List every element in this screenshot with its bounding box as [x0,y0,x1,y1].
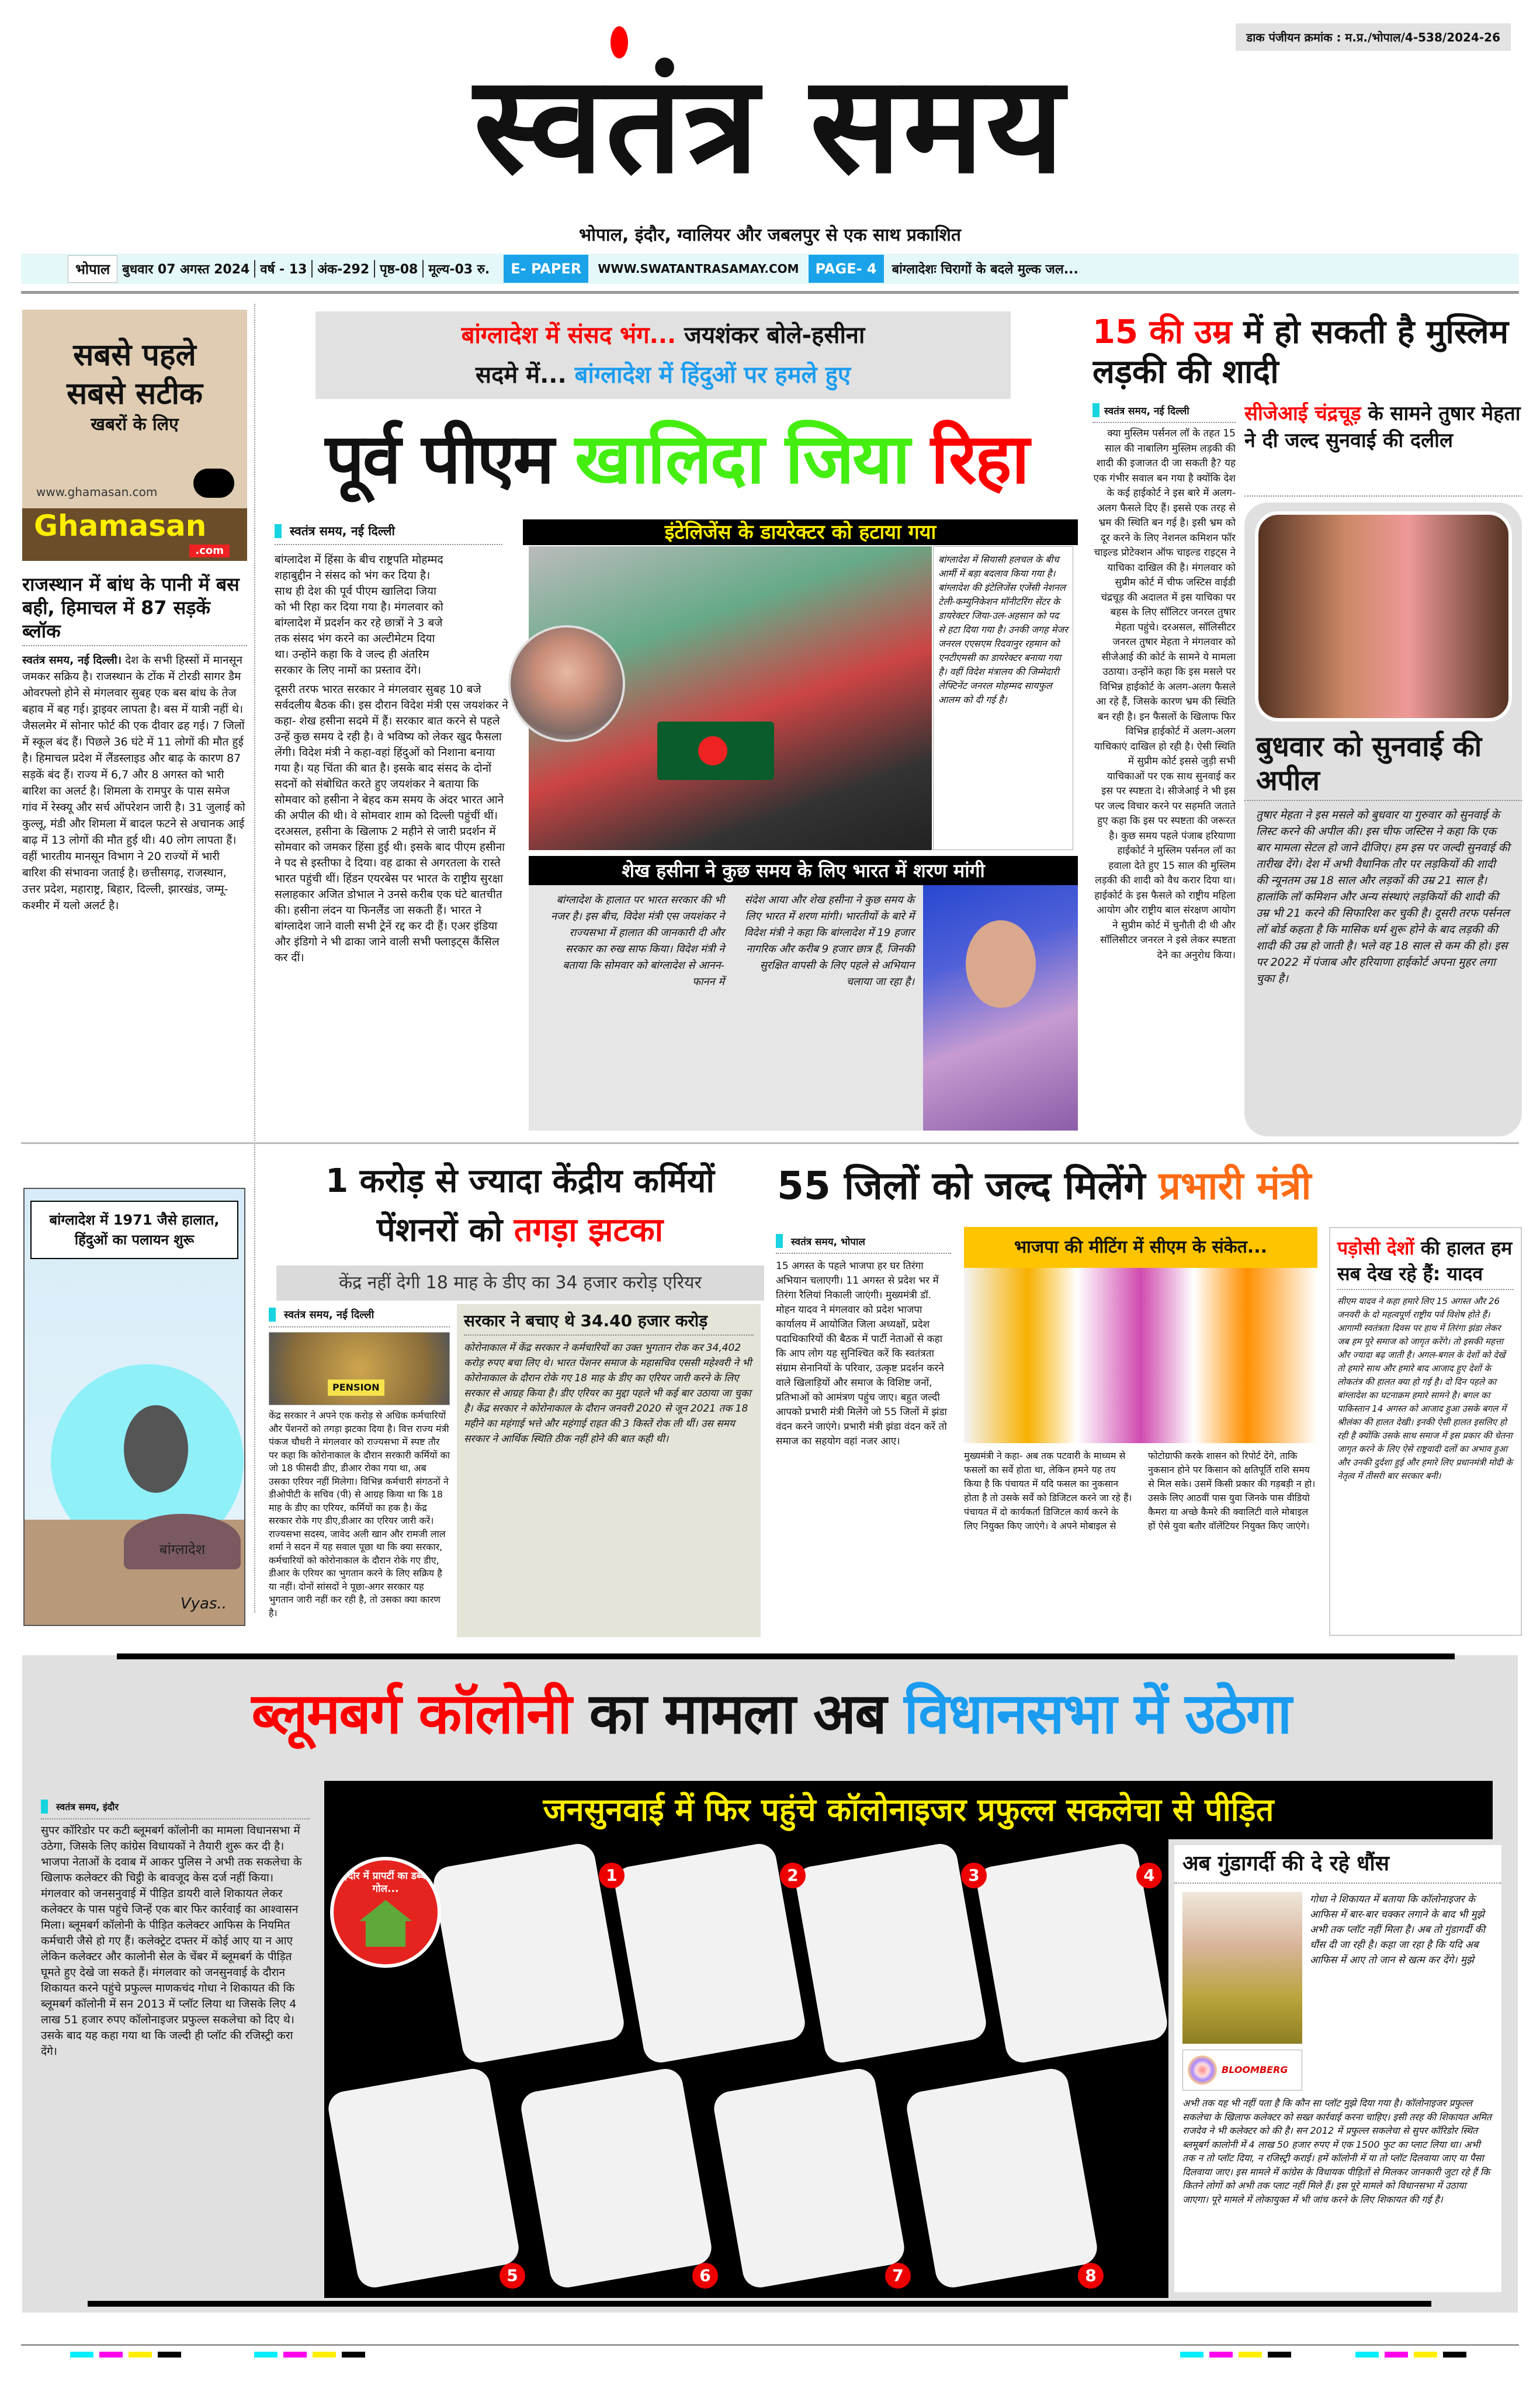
asylum-head: शेख हसीना ने कुछ समय के लिए भारत में शरण मांगी [529,856,1078,885]
ad-url: www.ghamasan.com [36,485,158,499]
doc-number-8: 8 [1078,2263,1104,2289]
marriage-headline-black: में हो सकती है मुस्लिम लड़की की शादी [1092,313,1509,391]
flower-icon [1188,2055,1217,2085]
pension-byline [269,1308,450,1327]
document-1 [431,1841,627,2065]
headline-green: खालिदा जिया [575,418,909,499]
bjp-meeting-photo [964,1268,1317,1443]
house-icon [359,1900,412,1947]
pension-side-body: कोरोनाकाल में केंद्र सरकार ने कर्मचारियों का उक्त भुगतान रोक कर 34,402 करोड़ रुपए बचा लिए थे। भारत पेंशनर समाज के महासचिव एससी महेश्वरी ने भी कोरोनाकाल के दौरान रोके गए 18 माह के डीए का एरियर जारी करने के लिए सरकार से आग्रह किया है। डीए एरियर का मुद्दा पहले भी कई बार उठाया जा चुका है। केंद्र सरकार ने कोरोनाकाल के दौरान जनवरी 2020 से जून 2021 तक 18 महीने का महंगाई भत्ते और महंगाई राहत की 3 किस्तें रोक ली थीं। उस समय सरकार ने आर्थिक स्थिति ठीक नहीं होने की बात कही थी। [464,1342,752,1445]
page-badge: PAGE- 4 [809,255,884,283]
doc-number-1: 1 [599,1863,625,1888]
doc-number-4: 4 [1136,1863,1162,1888]
epaper-badge[interactable]: E- PAPER [504,255,588,283]
property-badge [330,1857,441,1968]
rajasthan-headline: राजस्थान में बांध के पानी में बस बही, हिमाचल में 87 सड़कें ब्लॉक [22,573,247,646]
ghamasan-ad[interactable] [22,310,247,561]
ministers-byline [776,1234,951,1254]
headline-black: पूर्व पीएम [325,418,553,499]
pension-body: केंद्र सरकार ने अपने एक करोड़ से अधिक कर्मचारियों और पेंशनरों को तगड़ा झटका दिया है। वित्त राज्य मंत्री पंकज चौधरी ने मंगलवार को राज्यसभा में स्पष्ट तौर पर कहा कि कोरोनाकाल के दौरान सरकारी कर्मियों का जो 18 फीसदी डीए, डीआर रोका गया था, अब उसका एरियर नहीं मिलेगा। विभिन्न कर्मचारी संगठनों ने डीओपीटी के सचिव (पी) से आग्रह किया था कि 18 माह के डीए का एरियर, कर्मियों का हक है। केंद्र सरकार रोके गए डीए,डीआर का एरियर जारी करें। राज्यसभा सदस्य, जावेद अली खान और रामजी लाल शर्मा ने सदन में यह सवाल पूछा था कि क्या सरकार, कर्मचारियों को कोरोनाकाल के दौरान रोके गए डीए, डीआर के एरियर का भुगतान करने के लिए सक्रिय है या नहीं। दोनों सांसदों ने पूछा-अगर सरकार यह भुगतान जारी नहीं कर रही है, तो उसका क्या कारण है। [269,1410,450,1618]
document-8 [904,2066,1100,2290]
divider [21,291,1519,294]
byline-text: स्वतंत्र समय, इंदौर [56,1801,119,1812]
cji-box-body: तुषार मेहता ने इस मसले को बुधवार या गुरुवार को सुनवाई के लिस्ट करने की अपील की। इस चीफ जस्टिस ने कहा कि एक बार मामला सेटल हो जाने दीजिए। हम इस पर जल्दी सुनवाई की तारीख देंगे। देश में अभी वैधानिक तौर पर लड़कियों की शादी की न्यूनतम उम्र 18 साल और लड़कों की उम्र 21 साल है। हालांकि लॉ कमिशन और अन्य संस्थाएं लड़कियों की शादी की उम्र भी 21 करने की सिफारिश कर चुकी है। दूसरी तरफ पर्सनल लॉ बोर्ड कहता है कि मासिक धर्म शुरू होने के बाद लड़की की शादी की उम्र हो जाती है। भले वह 18 साल से कम की हो। इस पर 2022 में पंजाब और हरियाणा हाईकोर्ट अपना मुहर लगा चुका है। [1256,809,1510,985]
issue-year: वर्ष - 13 [255,260,313,278]
doc-number-5: 5 [500,2263,525,2289]
kicker-blue: बांग्लादेश में हिंदुओं पर हमले हुए [574,362,851,389]
ad-line2: सबसे सटीक [67,376,203,411]
doc-number-7: 7 [885,2263,911,2289]
kicker-box [315,311,1011,399]
bjp-photo-caption: भाजपा की मीटिंग में सीएम के संकेत... [964,1227,1317,1268]
color-marks-right [1180,2352,1291,2358]
ad-line1: सबसे पहले [73,338,196,373]
headline-red: रिहा [931,418,1028,499]
page-count: पृष्ठ-08 [375,260,424,278]
website-link[interactable]: WWW.SWATANTRASAMAY.COM [598,262,799,276]
footer-rule [21,2344,1519,2346]
cartoon [23,1188,245,1626]
document-3 [793,1841,989,2065]
lead-body-1: बांग्लादेश में हिंसा के बीच राष्ट्रपति मोहम्मद शहाबुद्दीन ने संसद को भंग कर दिया है। साथ ही देश की पूर्व पीएम खालिदा जिया को भी रिहा कर दिया गया है। मंगलवार को बांग्लादेश में प्रदर्शन कर रहे छात्रों ने 3 बजे तक संसद भंग करने का अल्टीमेटम दिया था। उन्होंने कहा कि वे जल्द ही अंतरिम सरकार के लिए नामों का प्रस्ताव देंगे। [275,553,443,677]
pension-side-head: सरकार ने बचाए थे 34.40 हजार करोड़ [464,1310,754,1336]
cji-box-head: बुधवार को सुनवाई की अपील [1244,722,1522,801]
khaleda-zia-photo [508,625,625,742]
document-6 [519,2066,714,2290]
pension-side-box [457,1304,761,1637]
marriage-byline [1092,403,1236,423]
jar-label: PENSION [328,1379,384,1396]
masthead: स्वतंत्र समय [474,47,1066,203]
rajasthan-dateline: स्वतंत्र समय, नई दिल्ली। [22,654,122,667]
dateline-strip [21,254,1519,284]
asylum-body-2: संदेश आया और शेख हसीना ने कुछ समय के लिए भारत में शरण मांगी। भारतीयों के बारे में विदेश मंत्री ने कहा कि बांग्लादेश में 19 हजार नागरिक और करीब 9 हजार छात्र हैं, जिनकी सुरक्षित वापसी के लिए पहले से अभियान चलाया जा रहा है। [744,894,914,988]
doc-number-3: 3 [961,1863,987,1888]
side-head-black: के सामने तुषार मेहता ने दी जल्द सुनवाई की दलील [1244,402,1521,452]
vulture-icon [124,1405,188,1493]
sakalecha-photo [1182,1892,1302,2044]
panel-top-bar [117,1653,1455,1659]
byline-text: स्वतंत्र समय, नई दिल्ली [1104,405,1189,417]
kicker-red: बांग्लादेश में संसद भंग... [461,322,677,349]
color-marks-left [70,2352,181,2358]
byline-text: स्वतंत्र समय, नई दिल्ली [290,524,395,538]
ministers-body-2: मुख्यमंत्री ने कहा- अब तक पटवारी के माध्यम से फसलों का सर्वे होता था, लेकिन हमने यह तय किया है कि पंचायत में यदि फसल का नुकसान होता है तो उसके सर्वे को डिजिटल करने जा रहे हैं। पंचायत में दो कार्यकर्ता डिजिटल कार्य करने के लिए नियुक्त किए जाएंगे। वे अपने मोबाइल से [964,1450,1132,1531]
side-head-red: सीजेआई चंद्रचूड़ [1244,402,1361,425]
color-marks-far-right [1355,2352,1466,2358]
threat-body-1: गोधा ने शिकायत में बताया कि कॉलोनाइजर के आफिस में बार-बार चक्कर लगाने के बाद भी मुझे अभी तक प्लॉट नहीं मिला है। अब तो गुंडागर्दी की धौंस दी जा रही है। कहा जा रहा है कि यदि अब आफिस में आए तो जान से खत्म कर देंगे। मुझे [1310,1894,1485,1966]
divider [21,1142,1519,1144]
bloomberg-headline [35,1676,1507,1763]
marriage-headline-red: 15 की उम्र [1092,313,1232,351]
marriage-headline [1092,313,1525,394]
intel-head: इंटेलिजेंस के डायरेक्टर को हटाया गया [523,519,1078,545]
marriage-side-head [1244,400,1522,497]
strip-headline[interactable]: बांग्लादेशः चिरागों के बदले मुल्क जल... [892,262,1078,277]
panel-bottom-bar [88,2301,1431,2307]
ministers-headline-black: 55 जिलों को जल्द मिलेंगे [777,1163,1146,1208]
rajasthan-story [22,573,247,1174]
cartoonist-signature: Vyas.. [180,1595,227,1613]
ministers-headline [777,1154,1531,1224]
bloomberg-logo [1182,2050,1302,2091]
bloomberg-headline-red: ब्लूमबर्ग कॉलोनी [251,1681,571,1746]
kicker-black: जयशंकर बोले-हसीना [684,322,865,349]
document-5 [326,2066,522,2290]
pension-headline [275,1157,765,1262]
pension-subhead: केंद्र नहीं देगी 18 माह के डीए का 34 हजार करोड़ एरियर [276,1266,764,1301]
cartoon-caption: बांग्लादेश में 1971 जैसे हालात, हिंदुओं का पलायन शुरू [30,1201,238,1259]
ad-line3: खबरों के लिए [91,414,179,435]
cji-box [1244,502,1522,1136]
cji-photo [1255,511,1512,722]
pension-headline-red: तगड़ा झटका [514,1211,664,1249]
ministers-body-1: 15 अगस्त के पहले भाजपा हर घर तिरंगा अभियान चलाएगी। 11 अगस्त से प्रदेश भर में तिरंगा रैलियां निकाली जाएंगी। मुख्यमंत्री डॉ. मोहन यादव ने मंगलवार को प्रदेश भाजपा कार्यालय में आयोजित जिला अध्यक्षों, प्रदेश पदाधिकारियों की बैठक में पार्टी नेताओं से कहा कि आप लोग यह सुनिश्चित करें कि स्वतंत्रता संग्राम सेनानियों के परिवार, उत्कृष्ट प्रदर्शन करने वाले खिलाड़ियों और समाज के विशिष्ट जनों, प्रतिभाओं को आमंत्रण पहुंच जाए। बहुत जल्दी आपको प्रभारी मंत्री मिलेंगे जो 55 जिलों में झंडा वंदन करने जाएंगे। प्रभारी मंत्री झंडा वंदन करें तो समाज का सहयोग वहां नजर आए। [776,1260,947,1447]
threat-body-2: अभी तक यह भी नहीं पता है कि कौन सा प्लॉट मुझे दिया गया है। कॉलोनाइजर प्रफुल्ल सकलेचा के खिलाफ कलेक्टर को सख्त कार्रवाई करना चाहिए। इसी तरह की शिकायत अमित राजदेव ने भी कलेक्टर को की है। सन 2012 में प्रफुल्ल सकलेचा से सुपर कॉरिडोर स्थित ब्लमूबर्ग कालोनी में 4 लाख 50 हजार रुपए में एक 1500 फुट का प्लाट लिया था। अभी तक न तो प्लॉट दिया, न रजिस्ट्री कराई। हमें कॉलोनी में या तो प्लॉट दिलवाया जाए या पैसा दिलवाया जाए। इस मामले में कांग्रेस के विधायक पीड़ितों से मिलकर जानकारी जुटा रहे हैं कि कितने लोगों को अभी तक प्लाट नहीं मिले हैं। इस पूरे मामले को विधानसभा में उठाया जाएगा। पूरे मामले में लोकायुक्त में भी जांच करने के लिए शिकायत की गई है। [1182,2098,1492,2205]
cartoon-label: बांग्लादेश [124,1514,241,1569]
byline-text: स्वतंत्र समय, भोपाल [791,1236,865,1248]
neighbours-body: सीएम यादव ने कहा हमारे लिए 15 अगस्त और 26 जनवरी के दो महत्वपूर्ण राष्ट्रीय पर्व विशेष होते हैं। आगामी स्वतंत्रता दिवस पर हाथ में तिरंगा झंडा लेकर जब हम पूरे समाज को जागृत करेंगे। तो इसकी महत्ता और ज्यादा बढ़ जाती है। अगल-बगल के देशों को देखें तो हमारे साथ और हमारे बाद आजाद हुए देशों के लोकतंत्र की हालत क्या हो गई है। दो दिन पहले का बांग्लादेश का घटनाक्रम हमारे सामने है। बगल का पाकिस्तान 14 अगस्त को आजाद हुआ उसके बगल में श्रीलंका की हालत देखी। इनकी ऐसी हालत इसलिए हो रही है क्योंकि उसके साथ समाज में इस प्रकार की चेतना जागृत करने के लिए ऐसे राष्ट्रवादी दलों का अभाव हुआ और उनकी दुर्दशा हुई और हमारे लिए प्रधानमंत्री मोदी के नेतृत्व में तीसरी बार सरकार बनी। [1337,1296,1513,1481]
bloomberg-banner: जनसुनवाई में फिर पहुंचे कॉलोनाइजर प्रफुल्ल सकलेचा से पीड़ित [543,1791,1274,1828]
pension-jar-photo [269,1332,450,1405]
marriage-body: क्या मुस्लिम पर्सनल लॉ के तहत 15 साल की नाबालिग मुस्लिम लड़की की शादी की इजाजत दी जा सकती है? यह एक गंभीर सवाल बन गया है क्योंकि देश के कई हाईकोर्ट ने इस बारे में अलग-अलग फैसले दिए हैं। इससे एक तरह से भ्रम की स्थिति बन गई है। इसी भ्रम को दूर करने के लिए नेशनल कमिशन फॉर चाइल्ड प्रोटेक्शन ऑफ चाइल्ड राइट्स ने याचिका दाखिल की है। मंगलवार को सुप्रीम कोर्ट में चीफ जस्टिस वाईडी चंद्रचूड़ की अदालत में इस याचिका पर बहस के लिए सॉलिटर जनरल तुषार मेहता पहुंचे। दरअसल, सॉलिसीटर जनरल तुषार मेहता ने मंगलवार को सीजेआई की कोर्ट के सामने ये मामला उठाया। उन्होंने कहा कि इस मसले पर विभिन्न हाईकोर्ट के अलग-अलग फैसले आ रहे हैं, जिसके कारण भ्रम की स्थिति बन रही है। इन फैसलों के खिलाफ फिर विभिन्न हाईकोर्ट में अलग-अलग याचिकाएं दाखिल हो रही है। ऐसी स्थिति में सुप्रीम कोर्ट इससे जुड़ी सभी याचिकाओं पर एक साथ सुनवाई कर इस पर स्पष्टता दे। सीजेआई ने भी इस पर जल्द विचार करने पर सहमति जताते हुए कहा कि इस पर स्पष्टता की जरूरत है। कुछ समय पहले पंजाब हरियाणा हाईकोर्ट ने मुस्लिम पर्सनल लॉ का हवाला देते हुए 15 साल की मुस्लिम लड़की की शादी को वैध करार दिया था। हाईकोर्ट के इस फैसले को राष्ट्रीय महिला आयोग और राष्ट्रीय बाल संरक्षण आयोग ने सुप्रीम कोर्ट में चुनौती दी थी और सॉलिसीटर जनरल ने इसे लेकर स्पष्टता देने का अनुरोध किया। [1093,428,1236,961]
bloomberg-byline [41,1800,310,1819]
tagline: भोपाल, इंदौर, ग्वालियर और जबलपुर से एक साथ प्रकाशित [579,225,961,245]
mouse-icon [193,469,234,498]
bloomberg-headline-black: का मामला अब [589,1681,886,1746]
bloomberg-headline-blue: विधानसभा में उठेगा [904,1681,1291,1746]
registration-number: डाक पंजीयन क्रमांक : म.प्र./भोपाल/4-538/2024-26 [1236,23,1511,51]
neighbours-head-black: की हालत हम सब देख रहे हैं: यादव [1337,1237,1513,1285]
documents-collage [324,1839,1168,2298]
ad-brand-suffix: .com [189,545,230,557]
bloomberg-body: सुपर कॉरिडोर पर कटी ब्लूमबर्ग कॉलोनी का मामला विधानसभा में उठेगा, जिसके लिए कांग्रेस विधायकों ने तैयारी शुरू कर दी है। भाजपा नेताओं के दवाब में आकर पुलिस ने अभी तक सकलेचा के खिलाफ कलेक्टर की चिट्ठी के बावजूद केस दर्ज नहीं किया। मंगलवार को जनसनुवाई में पीड़ित डायरी वाले शिकायत लेकर कलेक्टर के पास पहुंचे जिन्हें एक बार फिर कार्रवाई का आश्वासन मिला। ब्लूमबर्ग कॉलोनी के पीड़ित कलेक्टर आफिस के नियमित कर्मचारी जैसे हो गए हैं। कलेक्ट्रेट दफ्तर में कोई आए या न आए लेकिन कलेक्टर और कालोनी सेल के चेंबर में ब्लूमबर्ग के पीड़ित घूमते हुए देखे जा सकते हैं। मंगलवार को जनसुनवाई के दौरान शिकायत करने पहुंचे प्रफुल्ल माणकचंद गोधा ने शिकायत की कि ब्लूमबर्ग कॉलोनी में सन 2013 में प्लॉट लिया था जिसके लिए 4 लाख 51 हजार रुपए कॉलोनाइजर प्रफुल्ल सकलेचा को दिए थे। उसके बाद यह कहा गया था कि जल्दी ही प्लॉट की रजिस्ट्री करा देंगे। [41,1824,302,2058]
threat-box [1174,1845,1501,2292]
intel-body: बांग्लादेश में सियासी हलचल के बीच आर्मी में बड़ा बदलाव किया गया है। बांग्लादेश की इंटेलिजेंस एजेंसी नेशनल टेली-कम्युनिकेशन मॉनीटरिंग सेंटर के डायरेक्टर जिया-उल-अहसान को पद से हटा दिया गया है। उनकी जगह मेजर जनरल एएसएम रिदवानुर रहमान को एनटीएमसी का डायरेक्टर बनाया गया है। वहीं विदेश मंत्रालय की जिम्मेदारी लेफ्टिनेंट जनरल मोहम्मद सायफुल आलम को दी गई है। [933,546,1073,850]
column-rule [254,304,255,1613]
doc-number-6: 6 [692,2263,718,2289]
edition-city: भोपाल [68,255,117,283]
neighbours-box [1329,1227,1522,1636]
threat-head: अब गुंडागर्दी की दे रहे धौंस [1174,1845,1501,1884]
lead-byline [275,523,502,545]
ad-brand: Ghamasan [34,509,207,543]
asylum-box [529,885,1078,1131]
lead-body-2: दूसरी तरफ भारत सरकार ने मंगलवार सुबह 10 बजे सर्वदलीय बैठक की। इस दौरान विदेश मंत्री एस जयशंकर ने कहा- शेख हसीना सदमे में हैं। सरकार बात करने से पहले उन्हें कुछ समय दे रही है। वे भविष्य को लेकर खुद फैसला लेंगी। विदेश मंत्री ने कहा-वहां हिंदुओं को निशाना बनाया गया है। यह चिंता की बात है। इसके बाद संसद के दोनों सदनों को संबोधित करते हुए जयशंकर ने बताया कि सोमवार को हसीना ने बेहद कम समय के अंदर भारत आने की अपील की थी। वे सोमवार शाम को दिल्ली पहुंचीं थीं। दरअसल, हसीना के खिलाफ 2 महीने से जारी प्रदर्शन में सोमवार को जमकर हिंसा हुई थी। इसके बाद पीएम हसीना ने पद से इस्तीफा दे दिया। वह ढाका से अगरतला के रास्ते भारत पहुंची थीं। हिंडन एयरबेस पर भारत के राष्ट्रीय सुरक्षा सलाहकार अजित डोभाल ने उनसे करीब एक घंटे बातचीत की। हसीना लंदन या फिनलैंड जा सकती हैं। भारत ने बांग्लादेश जाने वाली सभी ट्रेनें रद्द कर दी हैं। एअर इंडिया और इंडिगो ने भी ढाका जाने वाली सभी फ्लाइट्स कैंसिल कर दीं। [275,683,508,964]
issue-meta [117,260,494,278]
pension-headline-2: पेंशनरों को [376,1211,503,1249]
ministers-body-3: फोटोग्राफी करके शासन को रिपोर्ट देंगे, ताकि नुकसान होने पर किसान को क्षतिपूर्ति राशि समय से मिल सके। उसमें किसी प्रकार की गड़बड़ी न हो। उसके लिए आठवीं पास युवा जिनके पास वीडियो कैमरा या अच्छे कैमरे की क्वालिटी वाले मोबाइल हों ऐसे युवा बतौर वॉलेंटियर नियुक्त किए जाएंगे। [1148,1450,1316,1531]
rajasthan-body: देश के सभी हिस्सों में मानसून जमकर सक्रिय है। राजस्थान के टोंक में टोरडी सागर डैम ओवरफ्लो होने से मंगलवार सुबह एक बस बांध के तेज बहाव में बह गई। ड्राइवर लापता है। बस में यात्री नहीं थे। जैसलमेर में सोनार फोर्ट की एक दीवार ढह गई। 7 जिलों में स्कूल बंद हैं। पिछले 36 घंटे में 11 लोगों की मौत हुई है। हिमाचल प्रदेश में लैंडस्लाइड और बाढ़ के कारण 87 सड़कें बंद हैं। राज्य में 6,7 और 8 अगस्त को भारी बारिश का अलर्ट है। शिमला के रामपुर के पास समेज गांव में रेस्क्यू और सर्च ऑपरेशन जारी है। 31 जुलाई को कुल्लू, मंडी और शिमला में बादल फटने से अचानक आई बाढ़ में 13 लोगों की मौत हुई थी। 40 लोग लापता हैं। वहीं भारतीय मानसून विभाग ने 20 राज्यों में भारी बारिश की संभावना जताई है। छत्तीसगढ़, राजस्थान, उत्तर प्रदेश, महाराष्ट्र, बिहार, दिल्ली, झारखंड, जम्मू-कश्मीर में यलो अलर्ट है। [22,654,245,912]
asylum-body-1: बांग्लादेश के हालात पर भारत सरकार की भी नजर है। इस बीच, विदेश मंत्री एस जयशंकर ने राज्यसभा में हालात की जानकारी दी और सरकार का रुख साफ किया। विदेश मंत्री ने बताया कि सोमवार को बांग्लादेश से आनन-फानन में [550,894,724,988]
price: मूल्य-03 रु. [428,262,490,277]
byline-text: स्वतंत्र समय, नई दिल्ली [284,1309,374,1321]
doc-number-2: 2 [780,1863,806,1888]
logo-text: BLOOMBERG [1222,2064,1288,2075]
lead-body [275,552,508,1131]
issue-number: अंक-292 [313,260,375,278]
lead-headline [273,409,1080,514]
issue-date: बुधवार 07 अगस्त 2024 [117,260,255,278]
ministers-headline-orange: प्रभारी मंत्री [1159,1163,1312,1208]
pension-headline-1: 1 करोड़ से ज्यादा केंद्रीय कर्मियों [325,1162,714,1200]
kicker-black-2: सदमे में... [476,362,567,389]
document-2 [612,1841,808,2065]
neighbours-head-red: पड़ोसी देशों [1337,1237,1414,1259]
color-marks-middle [254,2352,365,2358]
document-7 [712,2066,907,2290]
property-badge-text: इंदौर में प्रापर्टी का डब्बा गोल... [343,1870,428,1895]
bangladesh-flag-icon [657,722,774,780]
sheikh-hasina-photo [923,885,1078,1131]
